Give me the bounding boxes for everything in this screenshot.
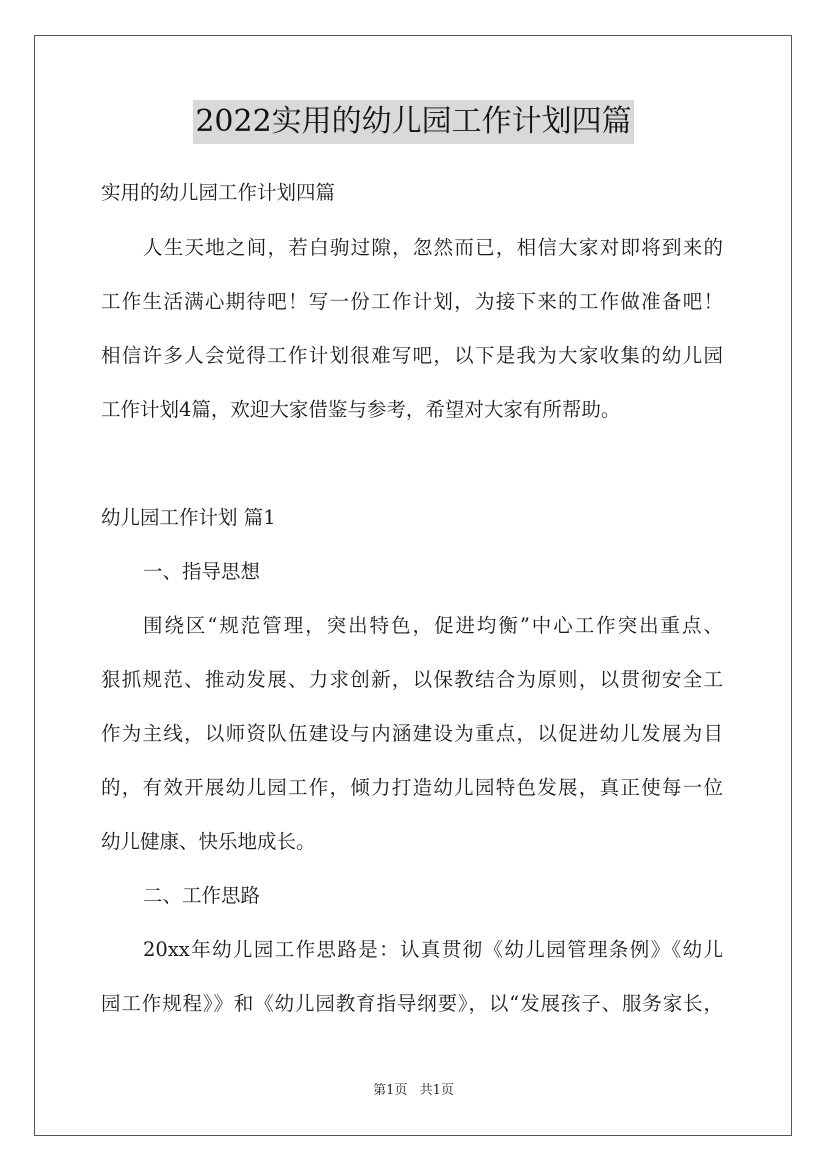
paragraph-line: 园工作规程》》和《幼儿园教育指导纲要》，以“发展孩子、服务家长， — [101, 992, 723, 1015]
paragraph-line: 20xx年幼儿园工作思路是：认真贯彻《幼儿园管理条例》《幼儿 — [143, 938, 723, 961]
paragraph-line: 作为主线，以师资队伍建设与内涵建设为重点，以促进幼儿发展为目 — [101, 722, 723, 745]
subsection-heading: 一、指导思想 — [143, 560, 261, 583]
subsection-heading: 二、工作思路 — [143, 884, 261, 907]
paragraph-line: 幼儿健康、快乐地成长。 — [101, 830, 316, 853]
paragraph-line: 人生天地之间，若白驹过隙，忽然而已，相信大家对即将到来的 — [143, 236, 723, 259]
paragraph-line: 相信许多人会觉得工作计划很难写吧，以下是我为大家收集的幼儿园 — [101, 344, 723, 367]
paragraph-line: 工作生活满心期待吧！写一份工作计划，为接下来的工作做准备吧！ — [101, 290, 723, 313]
paragraph-line: 工作计划4篇，欢迎大家借鉴与参考，希望对大家有所帮助。 — [101, 398, 621, 421]
section-heading: 幼儿园工作计划 篇1 — [101, 506, 276, 529]
page-footer — [0, 1082, 827, 1100]
document-subtitle: 实用的幼儿园工作计划四篇 — [101, 181, 336, 204]
title-container — [0, 100, 827, 144]
page-number: 第1页 — [373, 1083, 408, 1098]
document-title: 2022实用的幼儿园工作计划四篇 — [193, 100, 633, 144]
paragraph-line: 围绕区“规范管理，突出特色，促进均衡”中心工作突出重点、 — [143, 614, 723, 637]
paragraph-line: 狠抓规范、推动发展、力求创新，以保教结合为原则，以贯彻安全工 — [101, 668, 723, 691]
paragraph-line: 的，有效开展幼儿园工作，倾力打造幼儿园特色发展，真正使每一位 — [101, 776, 723, 799]
page-total: 共1页 — [419, 1083, 454, 1098]
